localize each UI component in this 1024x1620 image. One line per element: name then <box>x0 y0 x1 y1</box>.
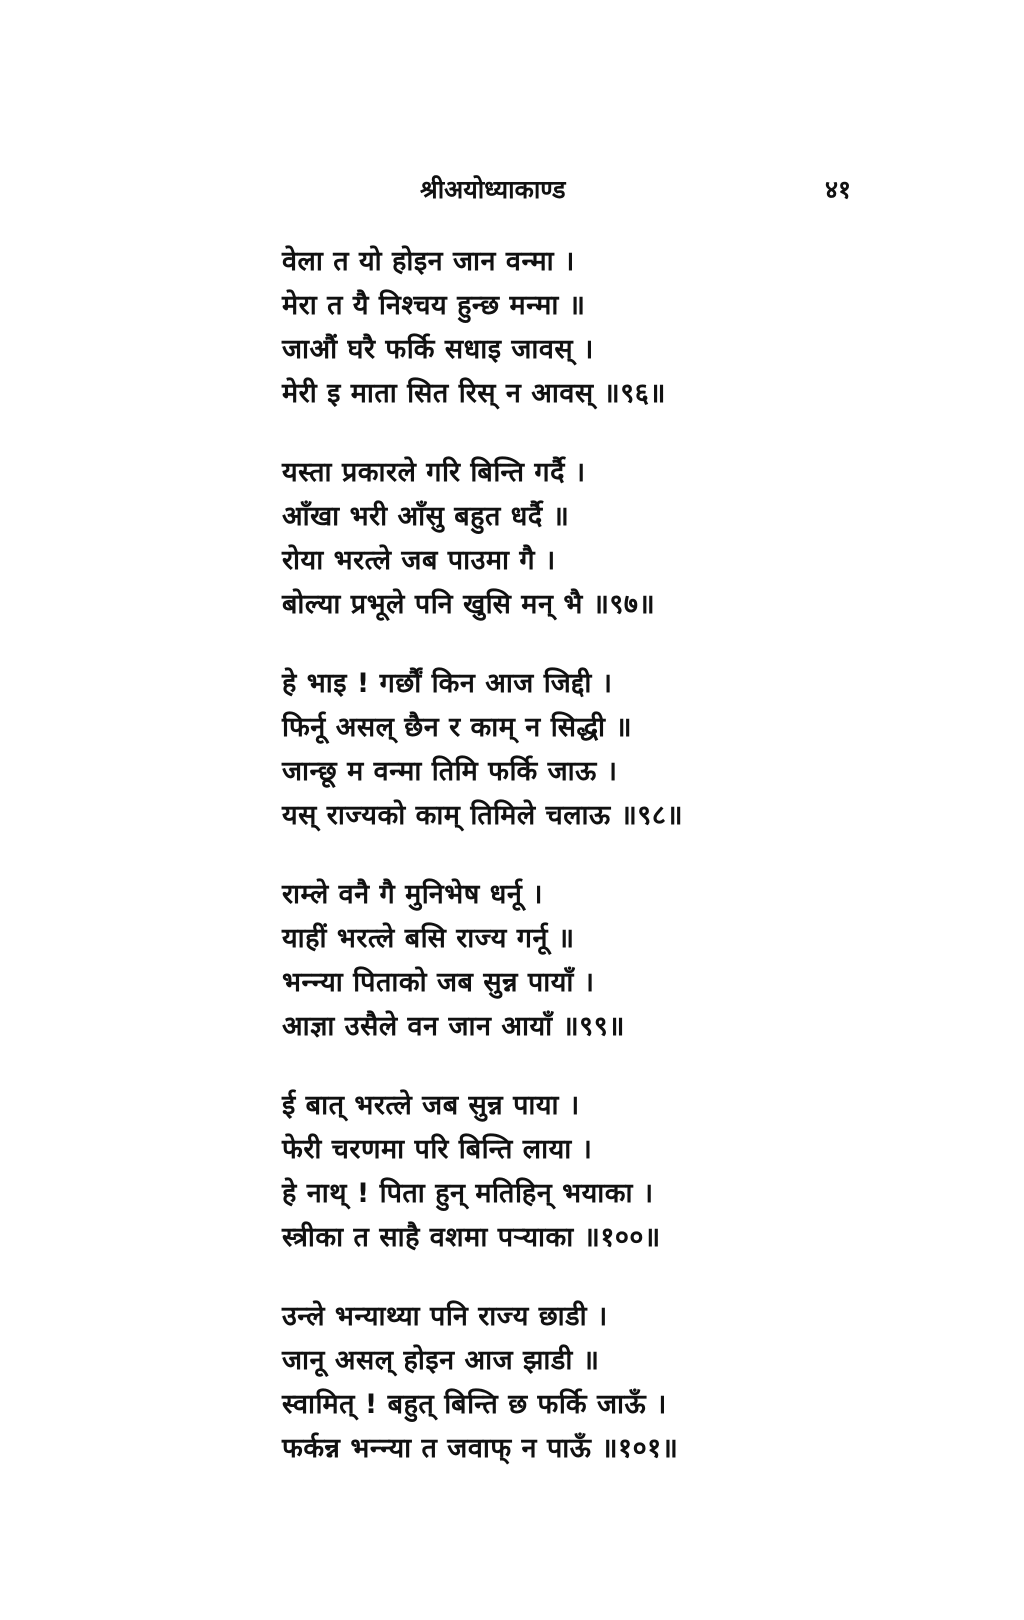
stanza-101 <box>282 1295 782 1471</box>
verse-line: फेरी चरणमा परि बिन्ति लाया । <box>282 1134 593 1165</box>
verse-line: जान्छू म वन्मा तिमि फर्कि जाऊ । <box>282 756 618 787</box>
verse-line: स्वामित् ! बहुत् बिन्ति छ फर्कि जाऊँ । <box>282 1389 667 1420</box>
verse-line: स्त्रीका त साहै वशमा पऱ्याका ॥१००॥ <box>282 1222 661 1253</box>
verse-line: यस् राज्यको काम् तिमिले चलाऊ ॥९८॥ <box>282 800 684 831</box>
verse-line: बोल्या प्रभूले पनि खुसि मन् भै ॥९७॥ <box>282 589 656 620</box>
verse-line: मेरा त यै निश्चय हुन्छ मन्मा ॥ <box>282 290 586 321</box>
stanza-98 <box>282 662 782 838</box>
verse-line: राम्ले वनै गै मुनिभेष धर्नू । <box>282 879 543 910</box>
verse-line: भन्न्या पिताको जब सुन्न पायाँ । <box>282 967 595 998</box>
verse-line: फिर्नू असल् छैन र काम् न सिद्धी ॥ <box>282 712 633 743</box>
page-number: ४१ <box>825 175 852 204</box>
verse-line: उन्ले भन्याथ्या पनि राज्य छाडी । <box>282 1301 608 1332</box>
stanza-100 <box>282 1084 782 1260</box>
running-header <box>280 172 880 212</box>
verse-line: हे भाइ ! गर्छौं किन आज जिद्दी । <box>282 668 613 699</box>
running-title: श्रीअयोध्याकाण्ड <box>420 175 566 204</box>
verse-line: वेला त यो होइन जान वन्मा । <box>282 246 575 277</box>
verse-body <box>282 240 782 1506</box>
verse-line: फर्कन्न भन्न्या त जवाफ् न पाऊँ ॥१०१॥ <box>282 1433 679 1464</box>
verse-line: रोया भरत्ले जब पाउमा गै । <box>282 545 556 576</box>
verse-line: आज्ञा उसैले वन जान आयाँ ॥९९॥ <box>282 1011 625 1042</box>
verse-line: जाऔं घरै फर्कि सधाइ जावस् । <box>282 334 594 365</box>
verse-line: मेरी इ माता सित रिस् न आवस् ॥९६॥ <box>282 378 666 409</box>
stanza-96 <box>282 240 782 416</box>
stanza-99 <box>282 873 782 1049</box>
verse-line: ई बात् भरत्ले जब सुन्न पाया । <box>282 1090 580 1121</box>
stanza-97 <box>282 451 782 627</box>
verse-line: याहीं भरत्ले बसि राज्य गर्नू ॥ <box>282 923 575 954</box>
verse-line: आँखा भरी आँसु बहुत धर्दै ॥ <box>282 501 570 532</box>
verse-line: जानू असल् होइन आज झाडी ॥ <box>282 1345 600 1376</box>
verse-line: हे नाथ् ! पिता हुन् मतिहिन् भयाका । <box>282 1178 654 1209</box>
verse-line: यस्ता प्रकारले गरि बिन्ति गर्दै । <box>282 457 586 488</box>
